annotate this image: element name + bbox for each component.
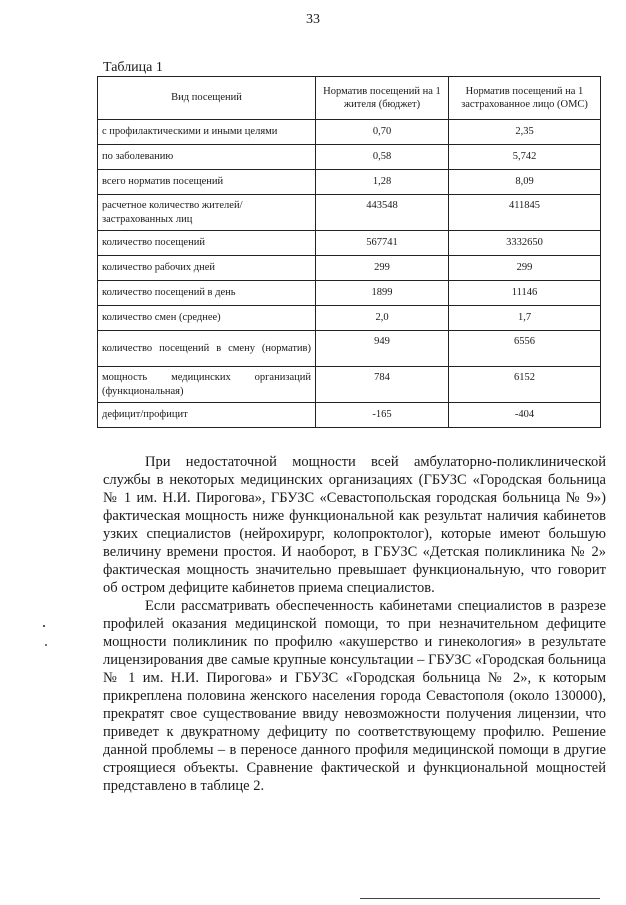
scan-speck [43,625,45,627]
oms-value: 2,35 [449,120,601,145]
column-header: Норматив посещений на 1 жителя (бюджет) [316,77,449,120]
budget-value: 1899 [316,281,449,306]
bottom-rule [360,898,600,899]
table-row [98,170,601,195]
oms-value: 5,742 [449,145,601,170]
row-label: дефицит/профицит [98,403,316,428]
oms-value: 411845 [449,195,601,231]
page-number: 33 [306,12,320,27]
oms-value: 8,09 [449,170,601,195]
row-label: количество посещений [98,231,316,256]
budget-value: -165 [316,403,449,428]
oms-value: -404 [449,403,601,428]
budget-value: 784 [316,367,449,403]
oms-value: 299 [449,256,601,281]
row-label: количество посещений в день [98,281,316,306]
table-header-row [98,77,601,120]
oms-value: 3332650 [449,231,601,256]
body-text [103,453,606,795]
row-label: количество рабочих дней [98,256,316,281]
visits-norms-table [97,76,601,428]
row-label: количество посещений в смену (норматив) [98,331,316,367]
budget-value: 299 [316,256,449,281]
column-header: Вид посещений [98,77,316,120]
budget-value: 443548 [316,195,449,231]
paragraph: При недостаточной мощности всей амбулаторно-поликлинической службы в некоторых медицинских организациях (ГБУЗС «Городская больница № 1 им. Н.И. Пирогова», ГБУЗС «Севастопольская городская больница № 9») фактическая мощность ниже функциональной как результат наличия кабинетов узких специалистов (нейрохирург, колопроктолог), которые имеют большую величину времени простоя. И наоборот, в ГБУЗС «Детская поликлиника № 2» фактическая мощность значительно превышает функциональную, что говорит об остром дефиците кабинетов приема специалистов. [103,454,606,596]
table-row [98,145,601,170]
table-row [98,120,601,145]
table-caption: Таблица 1 [103,60,163,75]
table-row [98,281,601,306]
row-label: по заболеванию [98,145,316,170]
oms-value: 6152 [449,367,601,403]
table-row [98,403,601,428]
scan-speck [45,644,47,646]
budget-value: 949 [316,331,449,367]
table-row [98,306,601,331]
budget-value: 0,58 [316,145,449,170]
table-row [98,195,601,231]
table-row [98,256,601,281]
column-header: Норматив посещений на 1 застрахованное лицо (ОМС) [449,77,601,120]
oms-value: 6556 [449,331,601,367]
budget-value: 0,70 [316,120,449,145]
budget-value: 567741 [316,231,449,256]
table-row [98,231,601,256]
budget-value: 1,28 [316,170,449,195]
budget-value: 2,0 [316,306,449,331]
row-label: с профилактическими и иными целями [98,120,316,145]
oms-value: 1,7 [449,306,601,331]
table-row [98,331,601,367]
table-row [98,367,601,403]
row-label: расчетное количество жителей/застрахованных лиц [98,195,316,231]
row-label: количество смен (среднее) [98,306,316,331]
paragraph: Если рассматривать обеспеченность кабинетами специалистов в разрезе профилей оказания медицинской помощи, то при незначительном дефиците мощности поликлиник по профилю «акушерство и гинекология» в результате лицензирования две самые крупные консультации – ГБУЗС «Городская больница № 1 им. Н.И. Пирогова» и ГБУЗС «Городская больница № 2», к которым прикреплена половина женского населения города Севастополя (около 130000), прекратят свое существование ввиду невозможности получения лицензии, что приведет к двукратному дефициту по соответствующему профилю. Решение данной проблемы – в переносе данного профиля медицинской помощи в другие строящиеся объекты. Сравнение фактической и функциональной мощностей представлено в таблице 2. [103,598,606,794]
oms-value: 11146 [449,281,601,306]
row-label: мощность медицинских организаций (функциональная) [98,367,316,403]
row-label: всего норматив посещений [98,170,316,195]
